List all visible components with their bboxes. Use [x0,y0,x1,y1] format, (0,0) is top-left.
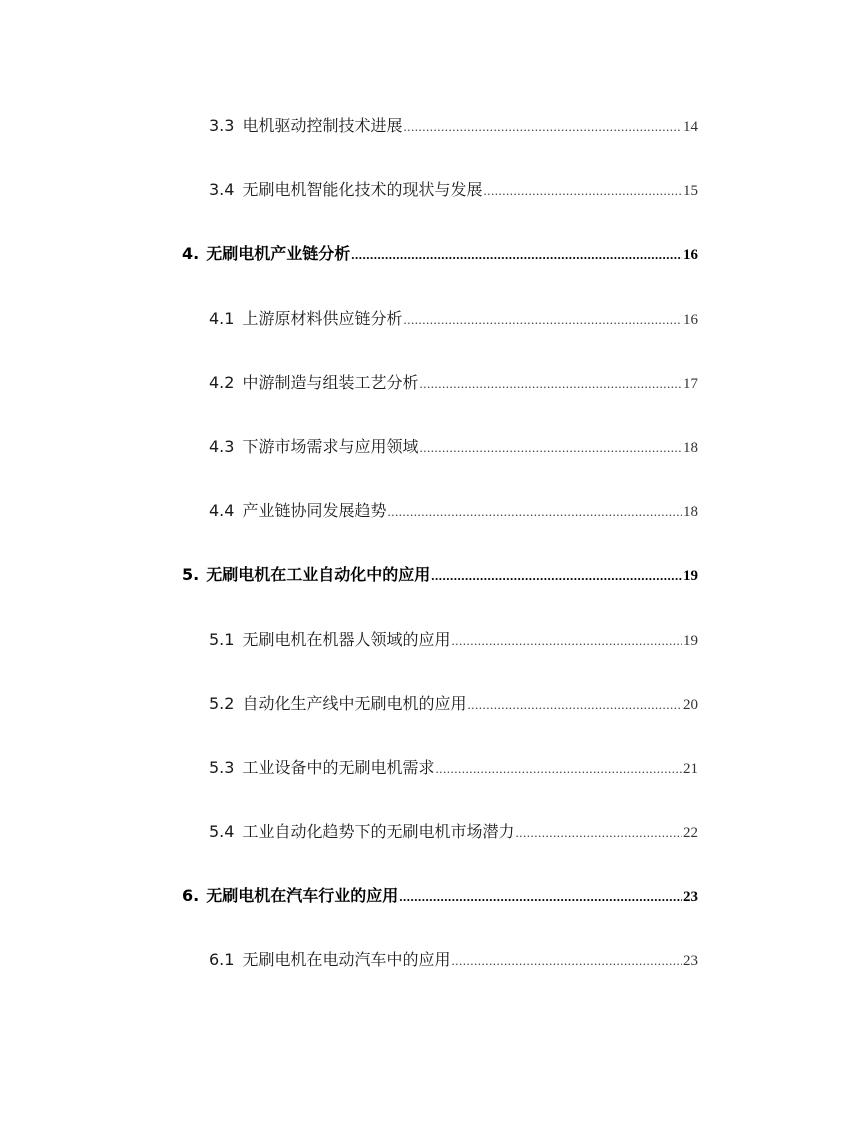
toc-entry-page: 19 [683,568,698,585]
toc-entry-title: 无刷电机在机器人领域的应用 [242,629,451,649]
toc-entry-number: 4.2 [209,372,235,392]
toc-entry-number: 6.1 [209,950,235,970]
toc-entry-6-1[interactable] [182,947,698,1011]
toc-entry-number: 5.3 [209,757,235,777]
toc-entry-title: 中游制造与组装工艺分析 [242,372,419,392]
toc-entry-number: 4. [182,244,200,264]
dot-leader [435,761,682,777]
dot-leader [351,247,682,263]
toc-entry-title: 无刷电机在汽车行业的应用 [206,886,399,906]
toc-entry-page: 21 [683,760,698,777]
toc-entry-number: 5.2 [209,693,235,713]
toc-entry-page: 18 [683,439,698,456]
toc-entry-title: 电机驱动控制技术进展 [242,116,403,135]
toc-entry-title: 无刷电机产业链分析 [206,244,351,264]
toc-entry-page: 23 [683,889,698,906]
dot-leader [451,633,682,649]
toc-entry-3-4[interactable] [182,177,698,241]
dot-leader [483,183,682,199]
toc-entry-page: 20 [683,696,698,713]
toc-entry-page: 18 [683,504,698,521]
toc-entry-5-3[interactable] [182,755,698,819]
toc-entry-4-4[interactable] [182,498,698,562]
dot-leader [451,953,682,969]
dot-leader [399,889,682,905]
dot-leader [403,312,682,328]
toc-entry-title: 产业链协同发展趋势 [242,501,387,521]
toc-entry-title: 无刷电机在工业自动化中的应用 [206,565,431,585]
toc-entry-title: 无刷电机智能化技术的现状与发展 [242,180,483,200]
toc-entry-5-1[interactable] [182,627,698,691]
dot-leader [419,440,682,456]
toc-entry-6[interactable] [182,883,698,947]
toc-entry-title: 上游原材料供应链分析 [242,308,403,328]
toc-entry-number: 4.1 [209,308,235,328]
toc-entry-page: 22 [683,825,698,842]
dot-leader [387,504,682,520]
toc-entry-title: 工业设备中的无刷电机需求 [242,757,435,777]
toc-entry-number: 4.3 [209,436,235,456]
toc-entry-page: 14 [683,119,698,135]
toc-entry-page: 16 [683,247,698,264]
toc-entry-number: 5.1 [209,629,235,649]
toc-entry-title: 自动化生产线中无刷电机的应用 [242,693,467,713]
toc-entry-5-4[interactable] [182,819,698,883]
toc-entry-number: 5.4 [209,822,235,842]
toc-entry-4[interactable] [182,241,698,305]
toc-entry-title: 工业自动化趋势下的无刷电机市场潜力 [242,822,515,842]
toc-entry-page: 17 [683,375,698,392]
toc-entry-3-3[interactable] [182,113,698,177]
toc-entry-title: 下游市场需求与应用领域 [242,436,419,456]
toc-entry-number: 5. [182,565,200,585]
table-of-contents [182,113,698,1012]
toc-entry-page: 19 [683,632,698,649]
toc-entry-number: 3.3 [209,116,235,135]
toc-entry-number: 4.4 [209,501,235,521]
toc-entry-page: 16 [683,311,698,328]
toc-entry-4-2[interactable] [182,370,698,434]
toc-entry-number: 6. [182,886,200,906]
dot-leader [403,119,682,135]
dot-leader [467,697,682,713]
toc-entry-title: 无刷电机在电动汽车中的应用 [242,950,451,970]
toc-entry-4-1[interactable] [182,306,698,370]
dot-leader [419,376,682,392]
toc-entry-page: 15 [683,183,698,200]
dot-leader [431,568,682,584]
toc-entry-5-2[interactable] [182,691,698,755]
dot-leader [515,825,682,841]
toc-entry-5[interactable] [182,562,698,626]
toc-entry-number: 3.4 [209,180,235,200]
toc-entry-page: 23 [683,953,698,970]
toc-entry-4-3[interactable] [182,434,698,498]
